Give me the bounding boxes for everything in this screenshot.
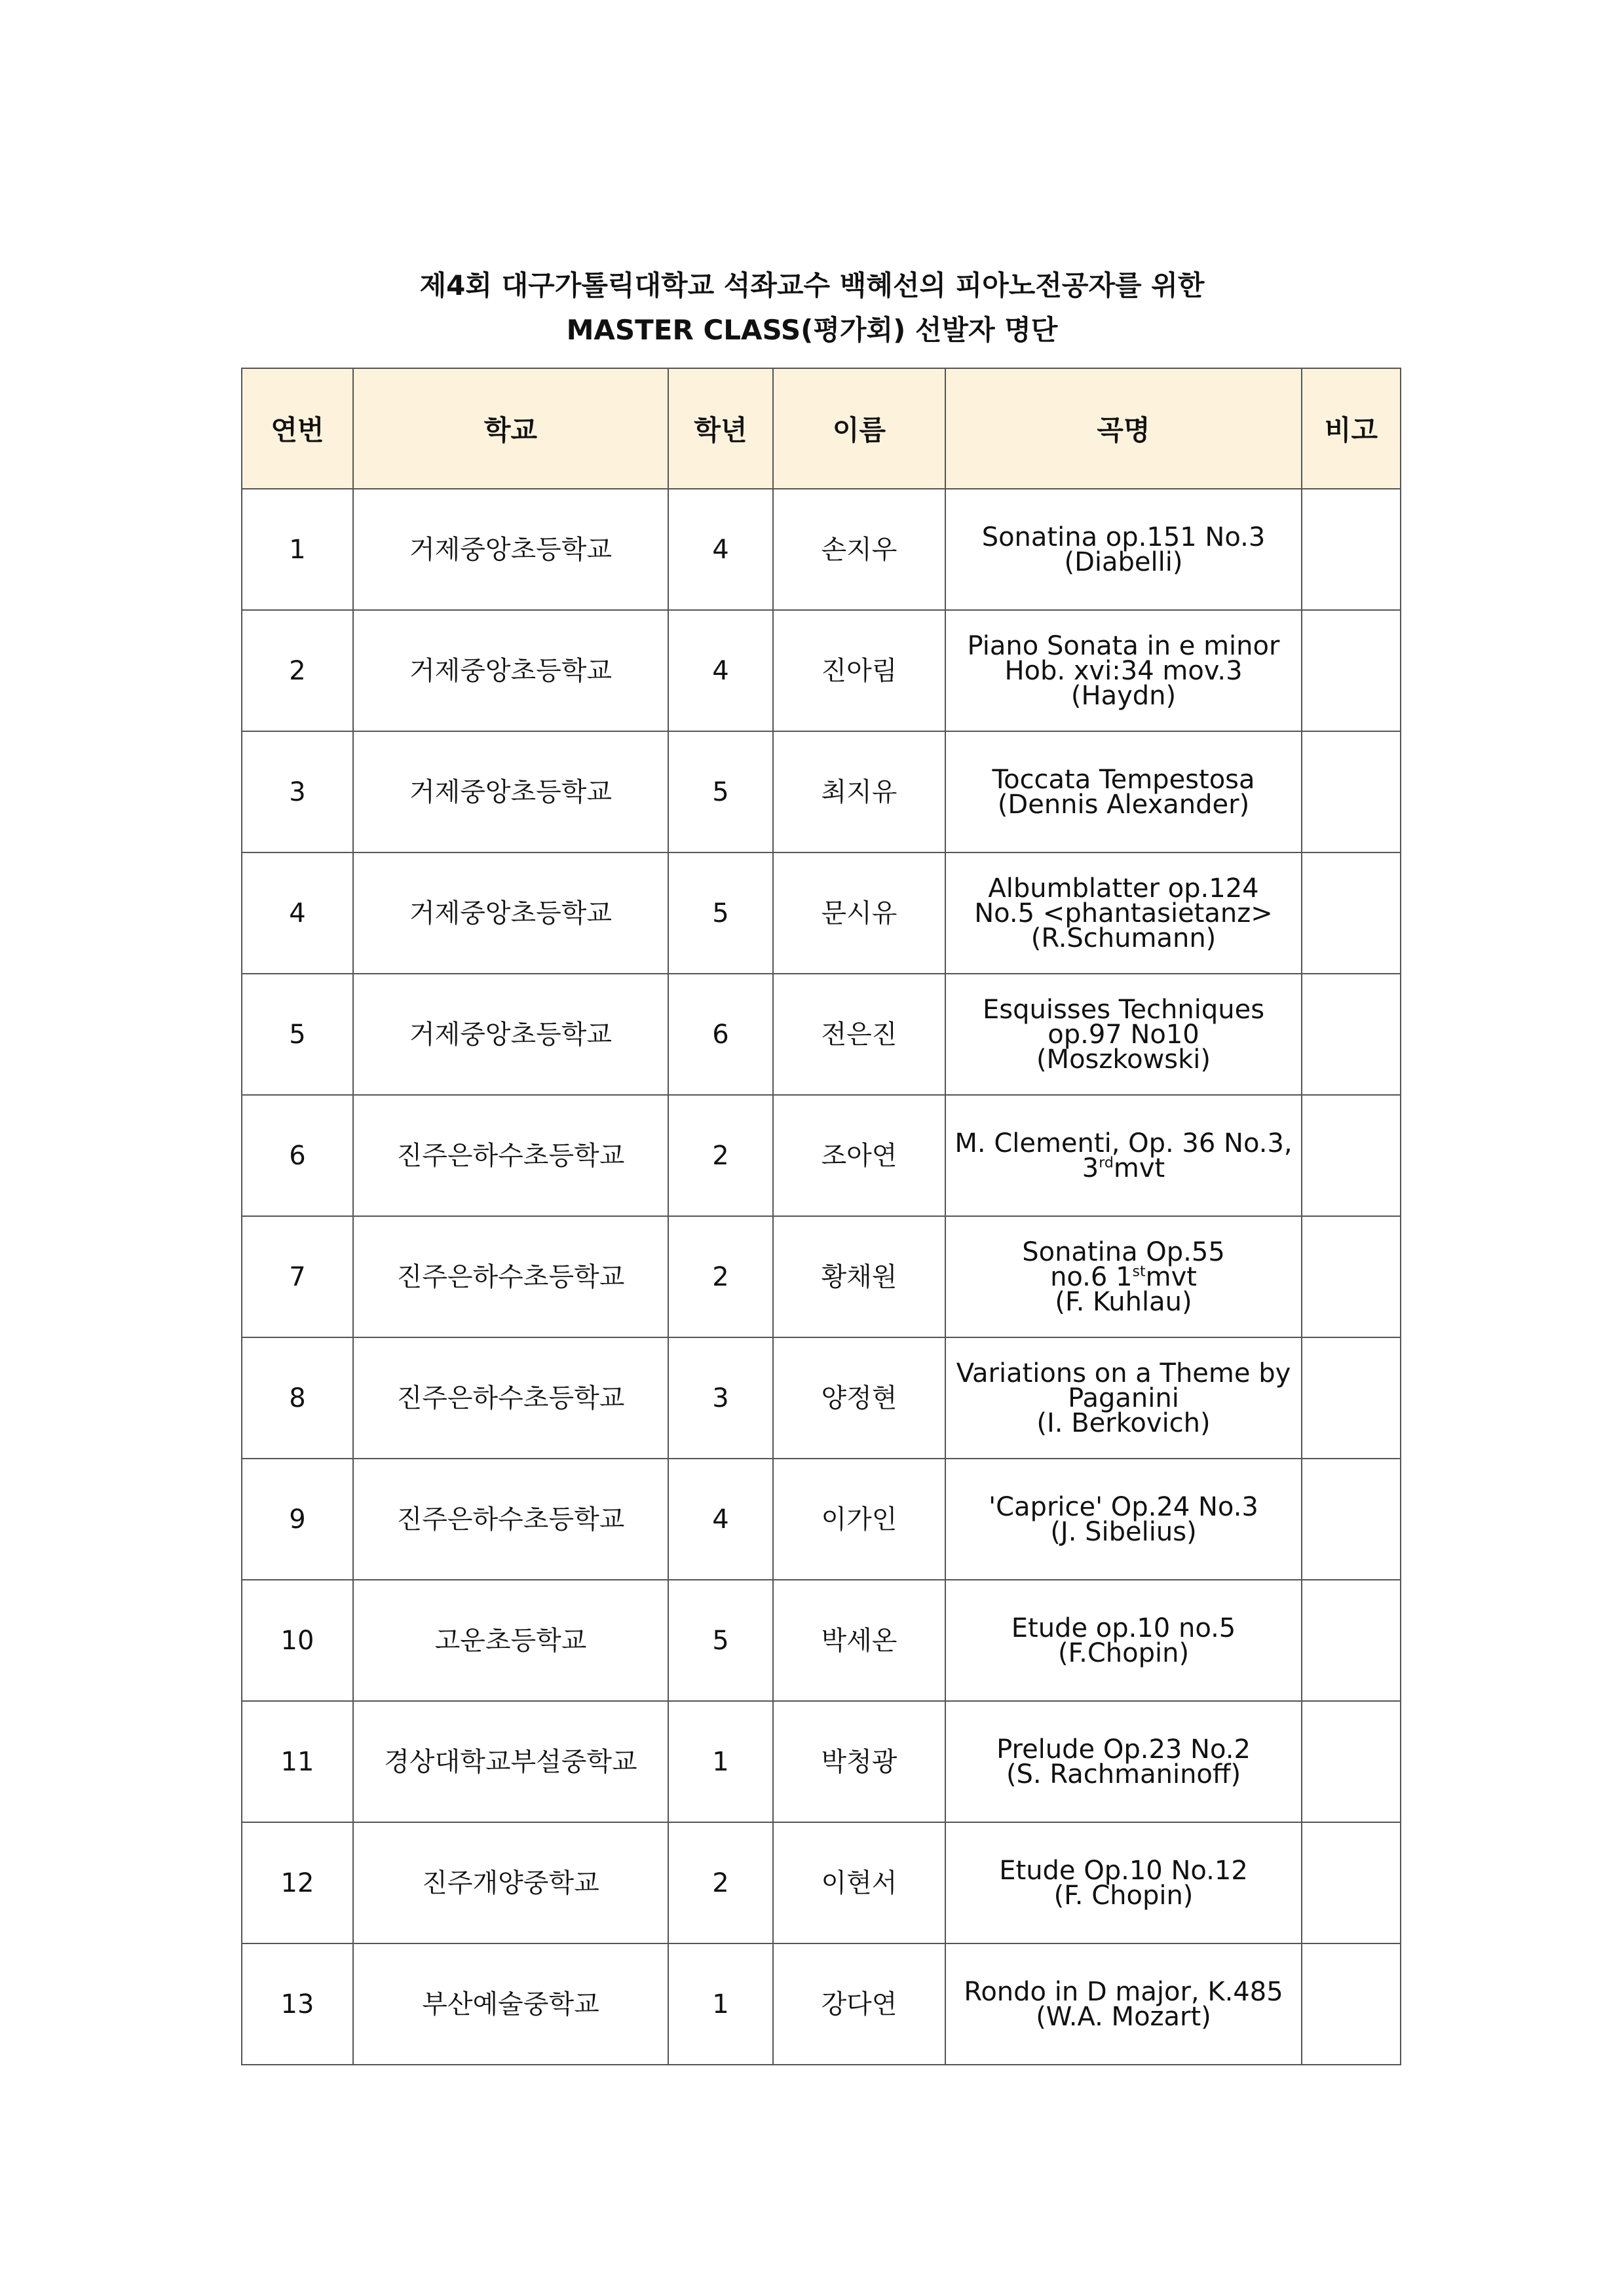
row-school: 진주은하수초등학교 <box>353 1337 668 1459</box>
row-name: 진아림 <box>773 610 945 731</box>
row-grade: 4 <box>668 610 773 731</box>
row-remarks <box>1302 1943 1401 2065</box>
row-name: 황채원 <box>773 1216 945 1337</box>
row-school: 거제중앙초등학교 <box>353 610 668 731</box>
table-row <box>242 1580 1401 1701</box>
row-grade: 4 <box>668 1459 773 1580</box>
piece-line: (F. Chopin) <box>1053 1880 1194 1911</box>
row-school: 거제중앙초등학교 <box>353 974 668 1095</box>
document-title-line2: MASTER CLASS(평가회) 선발자 명단 <box>566 314 1058 346</box>
row-no: 12 <box>242 1822 353 1943</box>
piece-line: (Moszkowski) <box>1036 1044 1211 1075</box>
row-name: 박청광 <box>773 1701 945 1822</box>
row-piece <box>945 1943 1302 2065</box>
row-no: 3 <box>242 731 353 852</box>
piece-line: Prelude Op.23 No.2 <box>996 1734 1251 1765</box>
row-no: 10 <box>242 1580 353 1701</box>
row-grade: 6 <box>668 974 773 1095</box>
row-remarks <box>1302 1822 1401 1943</box>
row-no: 8 <box>242 1337 353 1459</box>
piece-line: (W.A. Mozart) <box>1036 2001 1211 2032</box>
row-no: 6 <box>242 1095 353 1216</box>
row-grade: 5 <box>668 1580 773 1701</box>
row-no: 9 <box>242 1459 353 1580</box>
piece-line <box>953 1153 1294 1183</box>
header-no: 연번 <box>242 368 353 489</box>
piece-line <box>953 1261 1294 1292</box>
row-remarks <box>1302 1580 1401 1701</box>
row-piece <box>945 974 1302 1095</box>
piece-line: Sonatina op.151 No.3 <box>981 522 1266 552</box>
row-school: 진주은하수초등학교 <box>353 1095 668 1216</box>
row-school: 고운초등학교 <box>353 1580 668 1701</box>
row-school: 진주개양중학교 <box>353 1822 668 1943</box>
document-title-line1: 제4회 대구가톨릭대학교 석좌교수 백혜선의 피아노전공자를 위한 <box>419 269 1205 301</box>
row-name: 전은진 <box>773 974 945 1095</box>
row-piece <box>945 610 1302 731</box>
table-row <box>242 974 1401 1095</box>
piece-line: Esquisses Techniques <box>982 994 1265 1025</box>
row-remarks <box>1302 1216 1401 1337</box>
table-row <box>242 1337 1401 1459</box>
table-row <box>242 1701 1401 1822</box>
row-remarks <box>1302 1095 1401 1216</box>
piece-line: op.97 No10 <box>1048 1019 1199 1050</box>
piece-line: (F. Kuhlau) <box>1055 1286 1192 1317</box>
row-piece <box>945 489 1302 610</box>
row-remarks <box>1302 852 1401 974</box>
row-name: 이현서 <box>773 1822 945 1943</box>
piece-line: Sonatina Op.55 <box>1022 1236 1225 1267</box>
table-row <box>242 1095 1401 1216</box>
row-remarks <box>1302 610 1401 731</box>
row-school: 부산예술중학교 <box>353 1943 668 2065</box>
row-school: 거제중앙초등학교 <box>353 852 668 974</box>
row-piece <box>945 852 1302 974</box>
row-piece <box>945 1095 1302 1216</box>
row-piece <box>945 731 1302 852</box>
row-remarks <box>1302 489 1401 610</box>
table-row <box>242 610 1401 731</box>
row-grade: 5 <box>668 852 773 974</box>
row-grade: 4 <box>668 489 773 610</box>
piece-line: (S. Rachmaninoff) <box>1006 1759 1241 1789</box>
row-grade: 2 <box>668 1095 773 1216</box>
header-piece: 곡명 <box>945 368 1302 489</box>
piece-line: Albumblatter op.124 <box>988 873 1259 904</box>
row-name: 이가인 <box>773 1459 945 1580</box>
row-name: 박세온 <box>773 1580 945 1701</box>
table-row <box>242 1216 1401 1337</box>
selection-table <box>241 368 1401 2065</box>
row-no: 7 <box>242 1216 353 1337</box>
table-row <box>242 731 1401 852</box>
row-grade: 2 <box>668 1822 773 1943</box>
row-remarks <box>1302 974 1401 1095</box>
row-piece <box>945 1216 1302 1337</box>
piece-line: Piano Sonata in e minor <box>967 630 1280 661</box>
table-row <box>242 1822 1401 1943</box>
row-name: 문시유 <box>773 852 945 974</box>
ordinal-suffix: rd <box>1099 1155 1114 1172</box>
header-remarks: 비고 <box>1302 368 1401 489</box>
piece-line: Variations on a Theme by <box>956 1358 1291 1388</box>
piece-line: (J. Sibelius) <box>1050 1516 1197 1547</box>
row-remarks <box>1302 731 1401 852</box>
piece-line: M. Clementi, Op. 36 No.3, <box>954 1128 1293 1158</box>
piece-text: 3 <box>1082 1153 1099 1183</box>
header-grade: 학년 <box>668 368 773 489</box>
piece-line: Hob. xvi:34 mov.3 <box>1004 655 1243 686</box>
row-name: 조아연 <box>773 1095 945 1216</box>
table-row <box>242 489 1401 610</box>
table-row <box>242 852 1401 974</box>
piece-line: Etude Op.10 No.12 <box>999 1855 1248 1886</box>
row-school: 경상대학교부설중학교 <box>353 1701 668 1822</box>
piece-text: mvt <box>1145 1261 1197 1292</box>
row-no: 2 <box>242 610 353 731</box>
row-school: 거제중앙초등학교 <box>353 489 668 610</box>
piece-line: Rondo in D major, K.485 <box>964 1976 1283 2007</box>
row-no: 4 <box>242 852 353 974</box>
piece-line: No.5 <phantasietanz> <box>974 898 1273 928</box>
row-grade: 5 <box>668 731 773 852</box>
row-grade: 1 <box>668 1701 773 1822</box>
row-no: 1 <box>242 489 353 610</box>
row-piece <box>945 1580 1302 1701</box>
piece-line: 'Caprice' Op.24 No.3 <box>989 1491 1258 1522</box>
table-row <box>242 1943 1401 2065</box>
piece-line: Toccata Tempestosa <box>992 764 1255 795</box>
row-no: 11 <box>242 1701 353 1822</box>
row-name: 강다연 <box>773 1943 945 2065</box>
piece-text: mvt <box>1113 1153 1165 1183</box>
piece-line: (Haydn) <box>1070 680 1177 711</box>
row-piece <box>945 1701 1302 1822</box>
table-row <box>242 1459 1401 1580</box>
row-piece <box>945 1459 1302 1580</box>
row-remarks <box>1302 1459 1401 1580</box>
row-remarks <box>1302 1701 1401 1822</box>
row-name: 최지유 <box>773 731 945 852</box>
header-name: 이름 <box>773 368 945 489</box>
row-remarks <box>1302 1337 1401 1459</box>
piece-line: Paganini <box>1068 1383 1179 1413</box>
row-grade: 3 <box>668 1337 773 1459</box>
row-grade: 1 <box>668 1943 773 2065</box>
row-no: 5 <box>242 974 353 1095</box>
piece-text: no.6 1 <box>1050 1261 1133 1292</box>
row-no: 13 <box>242 1943 353 2065</box>
piece-line: (R.Schumann) <box>1030 923 1217 953</box>
piece-line: (Dennis Alexander) <box>997 789 1250 820</box>
row-grade: 2 <box>668 1216 773 1337</box>
header-school: 학교 <box>353 368 668 489</box>
row-school: 거제중앙초등학교 <box>353 731 668 852</box>
ordinal-suffix: st <box>1132 1263 1146 1280</box>
row-piece <box>945 1822 1302 1943</box>
piece-line: (Diabelli) <box>1064 546 1183 577</box>
row-name: 손지우 <box>773 489 945 610</box>
row-name: 양정현 <box>773 1337 945 1459</box>
piece-line: (I. Berkovich) <box>1036 1407 1211 1438</box>
row-piece <box>945 1337 1302 1459</box>
row-school: 진주은하수초등학교 <box>353 1216 668 1337</box>
header-row <box>242 368 1401 489</box>
row-school: 진주은하수초등학교 <box>353 1459 668 1580</box>
piece-line: Etude op.10 no.5 (F.Chopin) <box>1011 1613 1236 1668</box>
